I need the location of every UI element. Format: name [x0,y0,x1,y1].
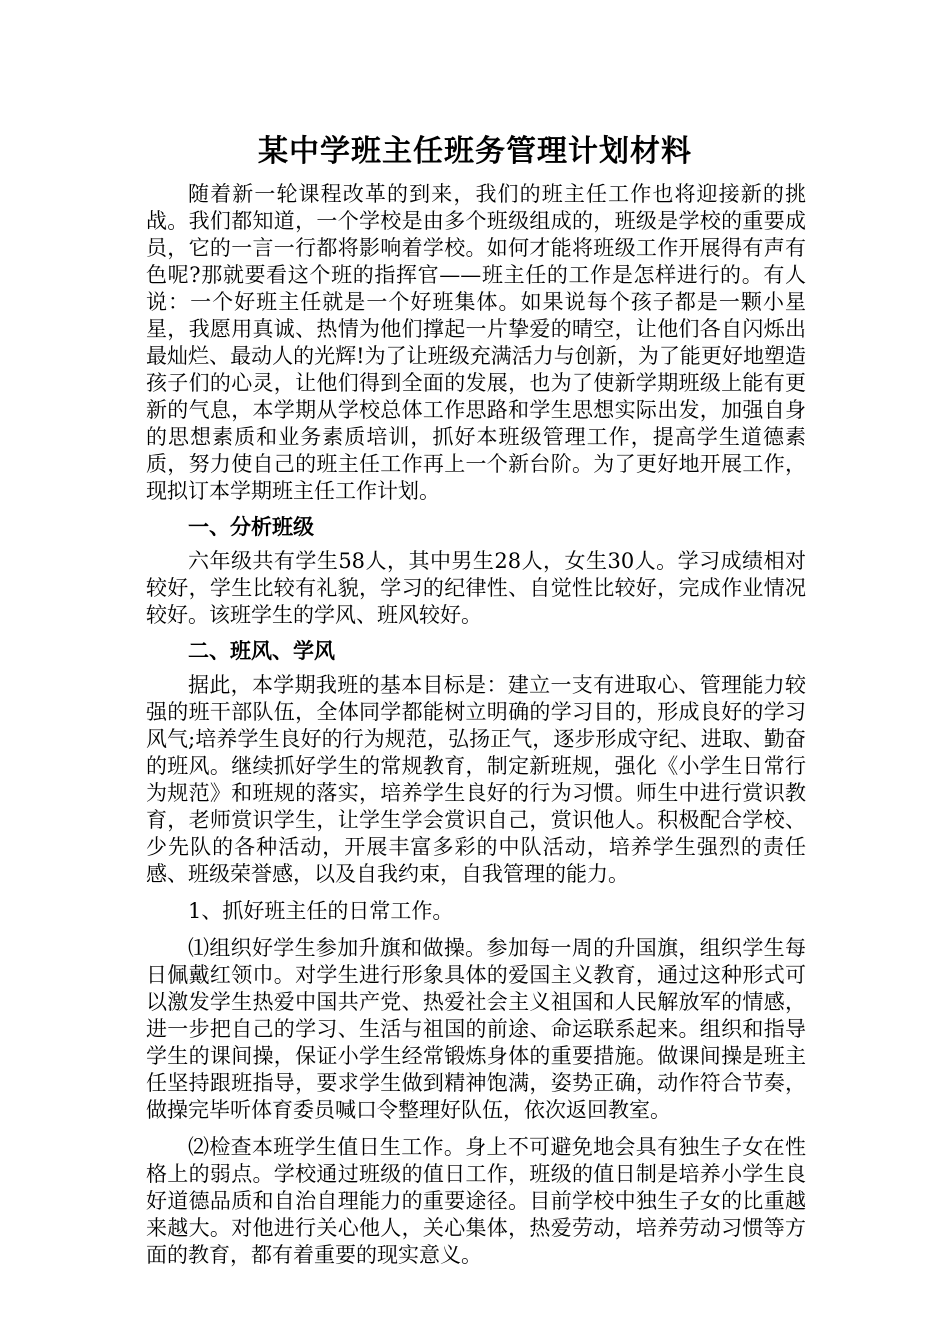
item-paragraph-duty-check: ⑵检查本班学生值日生工作。身上不可避免地会具有独生子女在性格上的弱点。学校通过班级的值日工作，班级的值日制是培养小学生良好道德品质和自治自理能力的重要途径。目前学校中独生子女的比重越来越大。对他进行关心他人，关心集体，热爱劳动，培养劳动习惯等方面的教育，都有着重要的现实意义。 [146,1135,806,1267]
section-heading-style: 二、班风、学风 [188,638,335,663]
section-heading-analysis: 一、分析班级 [188,514,314,539]
document-body [146,181,806,1269]
section-paragraph-analysis: 六年级共有学生58人，其中男生28人，女生30人。学习成绩相对较好，学生比较有礼貌，学习的纪律性、自觉性比较好，完成作业情况较好。该班学生的学风、班风较好。 [146,549,806,627]
intro-paragraph: 随着新一轮课程改革的到来，我们的班主任工作也将迎接新的挑战。我们都知道，一个学校是由多个班级组成的，班级是学校的重要成员，它的一言一行都将影响着学校。如何才能将班级工作开展得有声有色呢?那就要看这个班的指挥官——班主任的工作是怎样进行的。有人说：一个好班主任就是一个好班集体。如果说每个孩子都是一颗小星星，我愿用真诚、热情为他们撑起一片挚爱的晴空，让他们各自闪烁出最灿烂、最动人的光辉!为了让班级充满活力与创新，为了能更好地塑造孩子们的心灵，让他们得到全面的发展，也为了使新学期班级上能有更新的气息，本学期从学校总体工作思路和学生思想实际出发，加强自身的思想素质和业务素质培训，抓好本班级管理工作，提高学生道德素质，努力使自己的班主任工作再上一个新台阶。为了更好地开展工作，现拟订本学期班主任工作计划。 [146,182,806,503]
document-title: 某中学班主任班务管理计划材料 [258,134,692,169]
subsection-heading-daily-work: 1、抓好班主任的日常工作。 [188,899,454,923]
item-paragraph-flag-exercise: ⑴组织好学生参加升旗和做操。参加每一周的升国旗，组织学生每日佩戴红领巾。对学生进行形象具体的爱国主义教育，通过这种形式可以激发学生热爱中国共产党、热爱社会主义祖国和人民解放军的情感，进一步把自己的学习、生活与祖国的前途、命运联系起来。组织和指导学生的课间操，保证小学生经常锻炼身体的重要措施。做课间操是班主任坚持跟班指导，要求学生做到精神饱满，姿势正确，动作符合节奏，做操完毕听体育委员喊口令整理好队伍，依次返回教室。 [146,936,806,1122]
section-paragraph-style: 据此，本学期我班的基本目标是：建立一支有进取心、管理能力较强的班干部队伍，全体同学都能树立明确的学习目的，形成良好的学习风气;培养学生良好的行为规范，弘扬正气，逐步形成守纪、进取、勤奋的班风。继续抓好学生的常规教育，制定新班规，强化《小学生日常行为规范》和班规的落实，培养学生良好的行为习惯。师生中进行赏识教育，老师赏识学生，让学生学会赏识自己，赏识他人。积极配合学校、少先队的各种活动，开展丰富多彩的中队活动，培养学生强烈的责任感、班级荣誉感，以及自我约束，自我管理的能力。 [146,673,806,886]
